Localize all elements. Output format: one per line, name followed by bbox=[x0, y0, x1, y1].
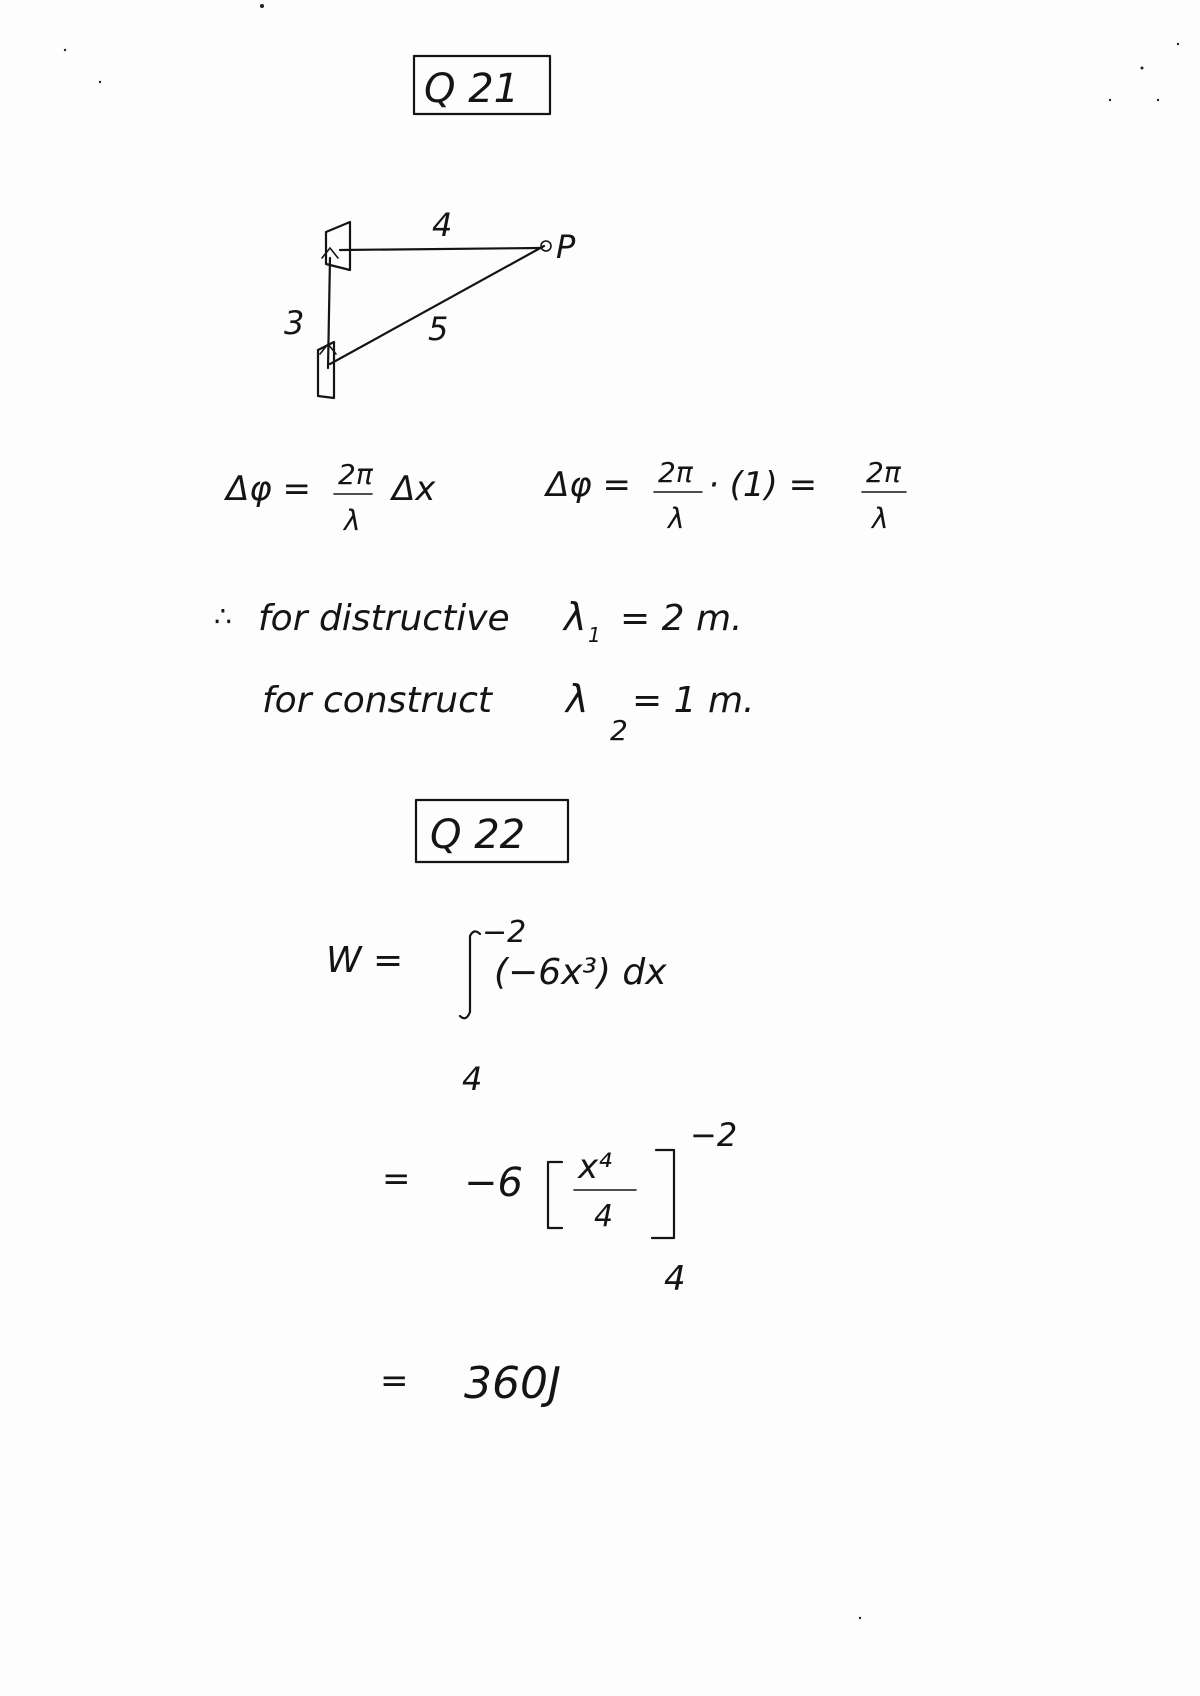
point-p-label: P bbox=[556, 228, 576, 266]
step2-numerator: x⁴ bbox=[578, 1147, 612, 1187]
lambda-1-value: = 2 m. bbox=[620, 598, 743, 639]
q21-heading-text: Q 21 bbox=[424, 66, 520, 112]
phase-eq2-result-denominator: λ bbox=[872, 502, 889, 535]
lambda-2-value: = 1 m. bbox=[632, 680, 755, 721]
ink-speck bbox=[1157, 99, 1159, 101]
work-result bbox=[380, 1358, 561, 1409]
work-lhs: W = bbox=[326, 940, 404, 981]
result-equals: = bbox=[380, 1361, 409, 1401]
destructive-label: for distructive bbox=[258, 598, 510, 639]
ink-speck bbox=[260, 4, 264, 8]
phase-eq1-rhs: Δx bbox=[392, 469, 436, 509]
q21-diagram bbox=[284, 206, 576, 398]
phase-eq2-numerator: 2π bbox=[658, 456, 693, 489]
side-3-line bbox=[328, 258, 330, 368]
phase-eq2-lhs: Δφ = bbox=[546, 465, 631, 505]
left-bracket bbox=[548, 1162, 562, 1228]
side-4-line bbox=[340, 248, 540, 250]
phase-eq2-middle: · (1) = bbox=[708, 465, 818, 505]
arrow-up-icon bbox=[322, 248, 338, 258]
right-bracket bbox=[652, 1150, 674, 1238]
speaker-bottom bbox=[318, 342, 334, 398]
result-value: 360J bbox=[464, 1358, 561, 1409]
phase-eq1-numerator: 2π bbox=[338, 458, 373, 491]
work-integral bbox=[326, 915, 667, 1098]
side-5-label: 5 bbox=[428, 310, 449, 348]
phase-eq1-denominator: λ bbox=[344, 504, 361, 537]
lambda-1-symbol: λ bbox=[564, 595, 587, 639]
phase-eq1-lhs: Δφ = bbox=[226, 469, 311, 509]
constructive-label: for construct bbox=[262, 680, 492, 721]
side-3-label: 3 bbox=[284, 304, 305, 342]
ink-speck bbox=[1109, 99, 1111, 101]
side-4-label: 4 bbox=[432, 206, 453, 244]
integral-lower-limit: 4 bbox=[462, 1060, 483, 1098]
step2-equals: = bbox=[382, 1159, 411, 1199]
phase-equation-substituted bbox=[543, 456, 906, 535]
destructive-result-line bbox=[214, 595, 742, 647]
work-evaluation-step bbox=[382, 1116, 737, 1299]
integral-sign bbox=[460, 931, 480, 1018]
step2-lower-limit: 4 bbox=[664, 1259, 686, 1299]
phase-eq2-denominator: λ bbox=[668, 502, 685, 535]
q22-heading-text: Q 22 bbox=[430, 812, 526, 858]
integrand: (−6x³) dx bbox=[494, 952, 667, 993]
phase-eq2-result-numerator: 2π bbox=[866, 456, 901, 489]
constructive-result-line bbox=[262, 677, 754, 747]
ink-speck bbox=[1141, 67, 1144, 70]
lambda-1-subscript: 1 bbox=[588, 623, 601, 647]
step2-coefficient: −6 bbox=[464, 1160, 523, 1206]
ink-speck bbox=[64, 49, 66, 51]
ink-speck bbox=[1177, 43, 1179, 45]
step2-denominator: 4 bbox=[594, 1199, 614, 1234]
lambda-2-subscript: 2 bbox=[610, 714, 628, 747]
ink-speck bbox=[859, 1617, 861, 1619]
q21-heading bbox=[414, 56, 550, 114]
integral-upper-limit: −2 bbox=[482, 915, 527, 950]
phase-equation-general bbox=[223, 458, 436, 537]
step2-upper-limit: −2 bbox=[690, 1116, 738, 1154]
q22-heading bbox=[416, 800, 568, 862]
therefore-symbol: ∴ bbox=[214, 600, 232, 633]
ink-speck bbox=[99, 81, 101, 83]
lambda-2-symbol: λ bbox=[566, 677, 589, 721]
